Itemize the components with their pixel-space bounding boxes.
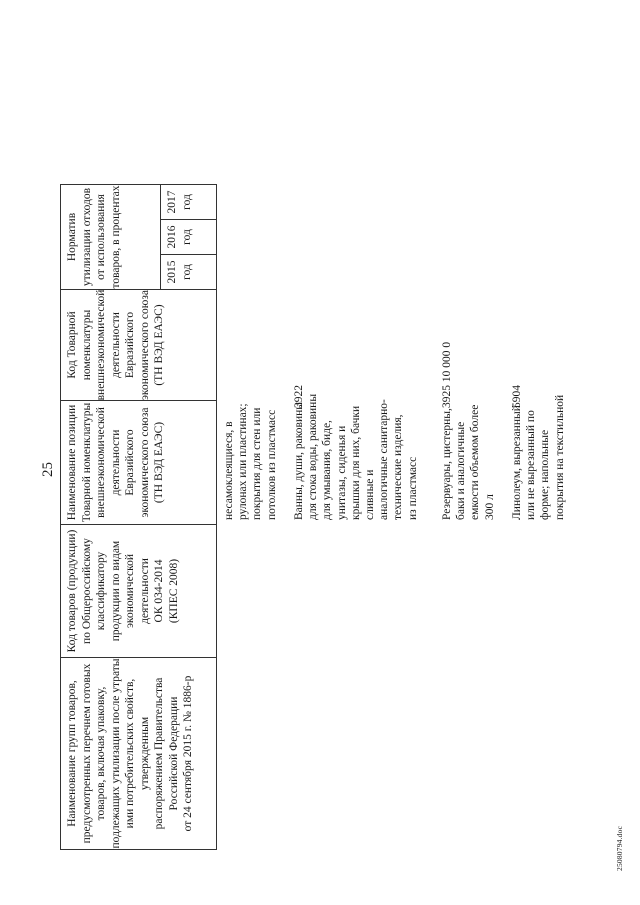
row-1-name-line: Ванны, души, раковины (293, 402, 305, 520)
header-year-text: год (180, 229, 193, 245)
row-1-name-line: унитазы, сиденья и (335, 425, 348, 520)
header-group-name-line: распоряжением Правительства (153, 677, 165, 830)
header-okpd-code-line: Код товаров (продукции) (66, 529, 78, 653)
row-0-name (222, 403, 279, 520)
header-year-text: 2016 (166, 225, 178, 249)
row-1-name (292, 394, 420, 520)
header-group-name-line: утвержденным (138, 716, 151, 791)
table-header-row (60, 184, 217, 850)
header-norm (61, 184, 216, 290)
row-1-name-line: для стока воды, раковины (307, 393, 320, 520)
header-tnved-code-line: (ТН ВЭД ЕАЭС) (153, 304, 165, 386)
header-year-2017 (161, 185, 216, 220)
header-group-name-line: предусмотренных перечнем готовых (80, 663, 93, 844)
header-year-text: 2015 (166, 260, 178, 284)
header-okpd-code (61, 525, 216, 658)
row-3-name-line: Линолеум, вырезанный (511, 405, 523, 520)
row-0-name-line: покрытия для стен или (251, 407, 264, 520)
header-norm-title (61, 185, 161, 289)
header-norm-years (161, 185, 216, 289)
header-tnved-code-line: Евразийского (124, 311, 136, 379)
row-1-name-line: технические изделия, (392, 414, 405, 520)
header-group-name-line: от 24 сентября 2015 г. № 1886-р (182, 675, 194, 832)
header-tnved-code-line: номенклатуры (80, 309, 93, 381)
header-tnved-code (61, 290, 216, 401)
header-okpd-code-line: (КПЕС 2008) (167, 558, 180, 624)
header-okpd-code-line: деятельности (138, 558, 151, 624)
header-year-text: год (180, 264, 193, 280)
document-id: 25080794.doc (615, 825, 624, 871)
header-tnved-name-line: Товарной номенклатуры (80, 402, 93, 523)
header-tnved-name (61, 401, 216, 525)
row-2-name (440, 405, 497, 520)
header-tnved-name-line: деятельности (109, 429, 122, 496)
row-2-name-line: Резервуары, цистерны, (441, 408, 453, 520)
header-tnved-code-line: деятельности (109, 312, 122, 378)
header-norm-title-line: утилизации отходов (80, 187, 93, 287)
row-0-name-line: рулонах или пластинах; (237, 403, 250, 520)
header-group-name-line: Наименование групп товаров, (66, 680, 78, 827)
header-tnved-name-line: (ТН ВЭД ЕАЭС) (153, 421, 165, 504)
header-year-2015 (161, 255, 216, 289)
header-okpd-code-line: экономической (124, 554, 136, 628)
header-tnved-name-line: Евразийского (124, 429, 136, 496)
row-3-name-line: покрытия на текстильной (553, 394, 566, 520)
header-tnved-name-line: экономического союза (138, 407, 151, 518)
row-1-name-line: для умывания, биде, (321, 420, 334, 520)
header-year-2016 (161, 220, 216, 255)
header-tnved-name-line: Наименование позиции (66, 404, 78, 521)
row-2-name-line: баки и аналогичные (455, 421, 468, 520)
header-group-name-line: ими потребительских свойств, (124, 678, 136, 829)
header-year-text: год (180, 194, 193, 210)
header-group-name-line: подлежащих утилизации после утраты (109, 658, 122, 849)
row-1-name-line: сливные и (364, 469, 377, 520)
row-3-name-line: форме; напольные (539, 429, 552, 520)
header-okpd-code-line: по Общероссийскому (80, 538, 93, 644)
row-2-name-line: емкости объемом более (469, 404, 482, 520)
header-tnved-code-line: внешнеэкономической (95, 289, 107, 401)
header-year-text: 2017 (166, 190, 178, 214)
header-group-name (61, 658, 216, 850)
row-2-code: 3925 10 000 0 (441, 341, 453, 408)
row-3-name (510, 395, 567, 520)
header-okpd-code-line: классификатору (95, 551, 107, 631)
page-number: 25 (40, 462, 56, 477)
row-0-name-line: несамоклеящиеся, в (223, 421, 235, 520)
header-okpd-code-line: продукции по видам (109, 540, 122, 642)
row-0-name-line: потолков из пластмасс (265, 409, 278, 520)
header-norm-title-line: Норматив (66, 212, 78, 262)
header-norm-title-line: от использования (95, 194, 107, 280)
header-tnved-code-line: Код Товарной (66, 311, 78, 379)
row-3-name-line: или не вырезанный по (525, 410, 538, 520)
header-okpd-code-line: ОК 034-2014 (153, 559, 165, 623)
row-2-name-line: 300 л (483, 494, 496, 520)
row-1-name-line: аналогичные санитарно- (378, 399, 391, 520)
header-tnved-code-line: экономического союза (138, 290, 151, 400)
row-1-code: 3922 (293, 385, 305, 408)
row-1-name-line: крышки для них, бачки (349, 405, 362, 520)
header-group-name-line: товаров, включая упаковку, (95, 686, 107, 821)
row-1-name-line: из пластмасс (406, 456, 419, 520)
row-3-code: 5904 (511, 385, 523, 408)
header-norm-title-line: товаров, в процентах (109, 185, 122, 289)
header-tnved-name-line: внешнеэкономической (95, 407, 107, 518)
header-group-name-line: Российской Федерации (167, 696, 180, 811)
